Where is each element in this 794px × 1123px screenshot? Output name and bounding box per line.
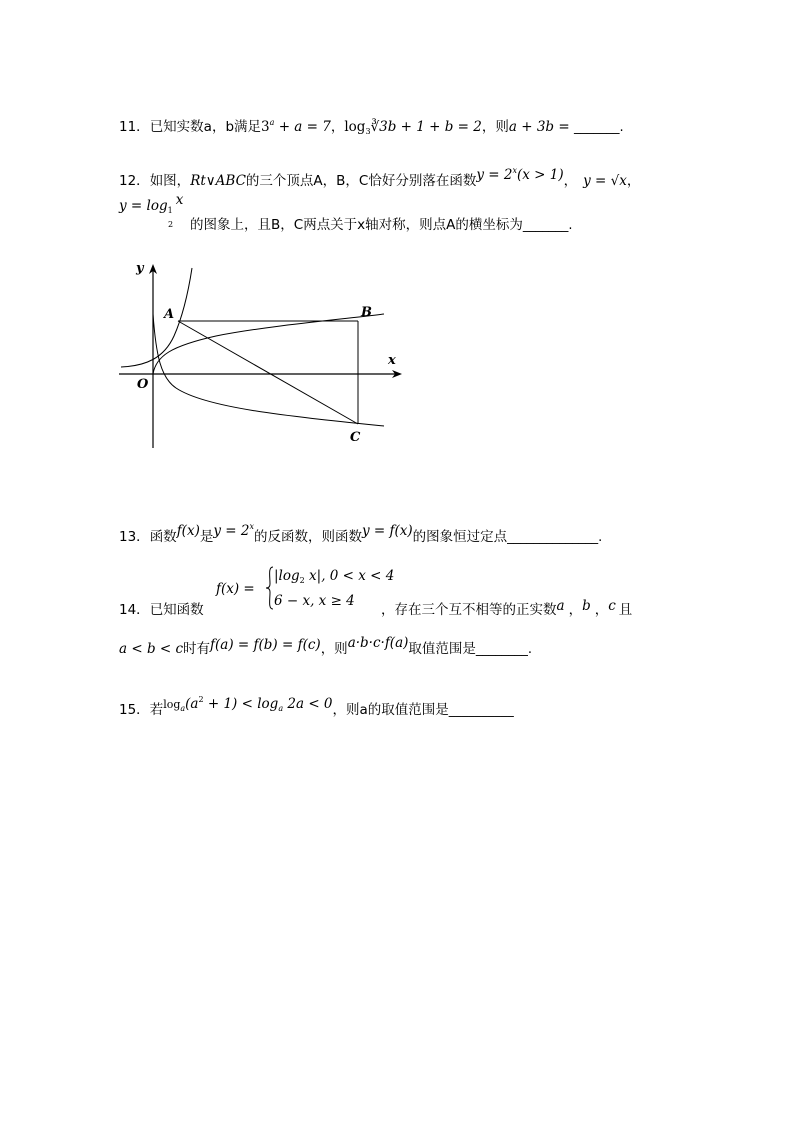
q12-text-3: 的图象上，且B，C两点关于x轴对称，则点A的横坐标为 xyxy=(190,217,523,233)
q11-text-2: ，则 xyxy=(481,119,509,135)
question-14-line-1 xyxy=(119,601,204,619)
q11-eq2-base: 3 xyxy=(365,127,371,136)
q11-eq1-rest: + a = 7 xyxy=(274,119,331,135)
q12-answer-blank[interactable]: _______. xyxy=(522,218,573,233)
q13-text-3: 的反函数，则函数 xyxy=(253,529,362,545)
q15-log-1-base: a xyxy=(180,704,186,713)
question-13 xyxy=(119,524,602,547)
q15-log-2-base: a xyxy=(278,704,284,713)
label-y: y xyxy=(136,261,144,276)
q11-expression: a + 3b = xyxy=(508,119,574,135)
q14-fx: f(x) = xyxy=(216,581,255,597)
label-A: A xyxy=(164,307,175,322)
q14-condition: a < b < c xyxy=(119,641,184,657)
question-14-piecewise-label xyxy=(216,580,255,598)
q14-equality: f(a) = f(b) = f(c) xyxy=(210,637,321,653)
q14-var-a: a xyxy=(556,598,565,614)
q15-log-1-arg: (a xyxy=(185,696,199,712)
question-12-line-1 xyxy=(119,168,640,190)
q14-comma-1: ， xyxy=(568,602,583,618)
q14-text-6: 取值范围是 xyxy=(408,641,476,657)
q13-answer-blank[interactable]: ______________. xyxy=(507,530,603,545)
q13-func-g: y = 2 xyxy=(213,523,250,539)
q12-func-3-base-num: 1 xyxy=(167,206,173,215)
q12-comma-2: ， xyxy=(626,173,641,189)
q13-func-g-exp: x xyxy=(249,522,254,531)
q13-text-4: 的图象恒过定点 xyxy=(412,529,508,545)
question-12-line-2 xyxy=(190,216,573,235)
segment-AC xyxy=(178,321,358,424)
curve-log xyxy=(153,314,384,426)
q11-comma: ， xyxy=(330,119,345,135)
curve-exp xyxy=(121,268,192,367)
q14-number: 14． xyxy=(119,602,150,618)
q13-number: 13． xyxy=(119,529,150,545)
q14-case-1-log: |log xyxy=(274,568,300,584)
q15-text-1: 若 xyxy=(149,702,164,718)
q14-answer-blank[interactable]: ________. xyxy=(475,642,533,657)
q14-comma-2: ， xyxy=(594,602,609,618)
q12-func-3-x: x xyxy=(175,192,184,208)
q15-log-2-rest: 2a < 0 xyxy=(283,696,333,712)
label-x: x xyxy=(388,353,396,368)
question-14-line-1b xyxy=(381,598,633,619)
question-15 xyxy=(119,697,514,724)
q11-eq1-base: 3 xyxy=(261,119,270,135)
q14-text-1: 已知函数 xyxy=(149,602,204,618)
label-C: C xyxy=(350,430,361,445)
q13-func-h: y = f(x) xyxy=(361,523,413,539)
question-12-func-3 xyxy=(119,192,184,220)
q12-text-1: 如图， xyxy=(149,173,191,189)
q11-number: 11． xyxy=(119,119,150,135)
label-B: B xyxy=(361,305,372,320)
q14-product: a·b·c·f(a) xyxy=(347,635,409,651)
q14-text-5: ，则 xyxy=(320,641,348,657)
q13-func-f: f(x) xyxy=(176,523,200,539)
q15-log-1-exp: 2 xyxy=(198,695,204,704)
q12-triangle: Rt∨ABC xyxy=(190,173,246,189)
q11-eq2-rest: ∛3b + 1 + b = 2 xyxy=(370,119,482,135)
q11-text-1: 已知实数a，b满足 xyxy=(149,119,262,135)
q14-text-4: 时有 xyxy=(183,641,211,657)
q15-answer-blank[interactable]: __________ xyxy=(448,703,514,718)
q14-var-c: c xyxy=(608,598,616,614)
q15-log-1-rest: + 1) < log xyxy=(203,696,279,712)
question-11 xyxy=(119,114,624,141)
q14-case-2-text: 6 − x, x ≥ 4 xyxy=(274,593,355,609)
q11-eq1-exp: a xyxy=(269,118,275,127)
q14-text-2: ，存在三个互不相等的正实数 xyxy=(381,602,557,618)
question-14-line-2 xyxy=(119,635,533,659)
q12-number: 12． xyxy=(119,173,150,189)
function-graph-figure xyxy=(116,256,408,452)
q12-func-2: y = √x xyxy=(583,173,627,189)
q15-log-1: log xyxy=(163,698,181,711)
q15-text-2: ，则a的取值范围是 xyxy=(332,702,449,718)
q12-func-1: y = 2 xyxy=(476,167,513,183)
q12-func-3: y = log xyxy=(119,198,168,214)
label-origin: O xyxy=(137,377,149,392)
q11-answer-blank[interactable]: _______. xyxy=(573,120,624,135)
q14-case-1-rest: x|, 0 < x < 4 xyxy=(304,568,395,584)
q15-number: 15． xyxy=(119,702,150,718)
q13-text-2: 是 xyxy=(199,529,214,545)
q11-eq2-log: log xyxy=(344,119,366,135)
curve-sqrt xyxy=(153,314,384,374)
question-12-func-3-den xyxy=(168,214,173,234)
q12-text-2: 的三个顶点A，B，C恰好分别落在函数 xyxy=(245,173,477,189)
q12-func-1-exp: x xyxy=(512,166,517,175)
q14-var-b: b xyxy=(582,598,591,614)
q14-case-1 xyxy=(274,567,394,590)
q14-case-1-base: 2 xyxy=(299,576,305,585)
q12-func-3-base-den: 2 xyxy=(168,220,174,229)
q12-comma-1: ， xyxy=(563,173,578,189)
q14-text-3: 且 xyxy=(618,602,633,618)
q14-case-2 xyxy=(274,592,355,610)
q12-func-1-cond: (x > 1) xyxy=(517,167,564,183)
q13-text-1: 函数 xyxy=(149,529,177,545)
